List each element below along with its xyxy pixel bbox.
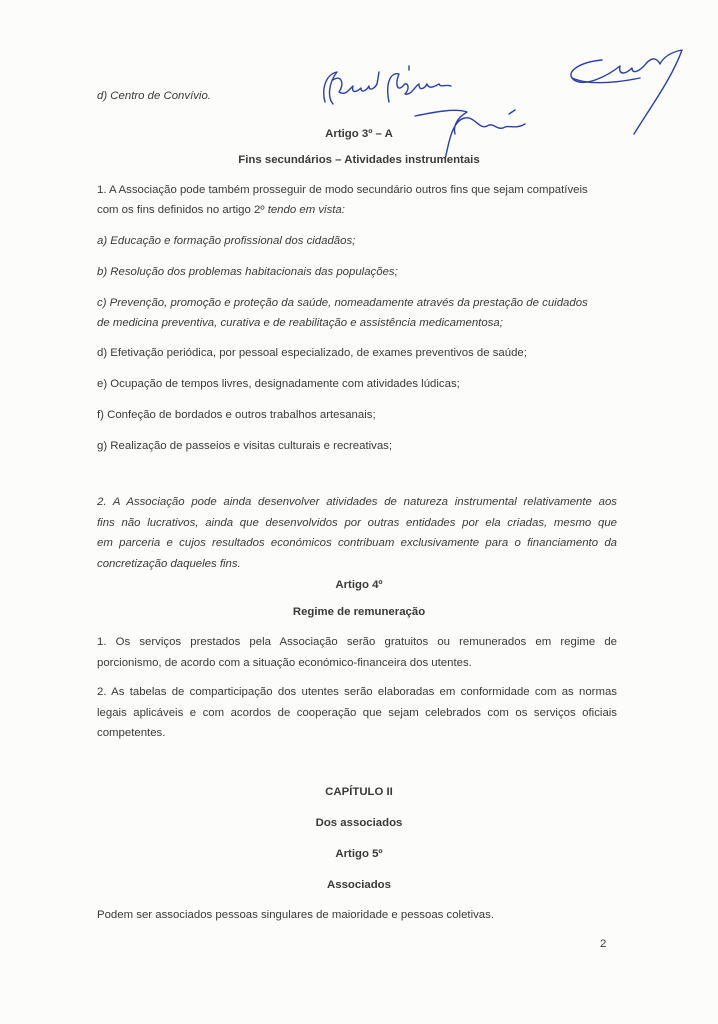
list-item-e: e) Ocupação de tempos livres, designadamente com atividades lúdicas; bbox=[97, 378, 460, 390]
para-line: legais aplicáveis e com acordos de cooperação que sejam celebrados com os serviços oficiais bbox=[97, 706, 617, 719]
para-line: porcionismo, de acordo com a situação económico-financeira dos utentes. bbox=[97, 656, 472, 669]
para-line: competentes. bbox=[97, 727, 166, 739]
artigo-3a-para1-line2 bbox=[97, 202, 345, 218]
artigo-3a-para2 bbox=[97, 492, 617, 574]
list-item-c-line1: c) Prevenção, promoção e proteção da saúde, nomeadamente através da prestação de cuidados bbox=[97, 297, 588, 309]
artigo-4-subheading: Regime de remuneração bbox=[292, 606, 426, 618]
artigo-4-para1 bbox=[97, 632, 617, 673]
capitulo-subheading: Dos associados bbox=[315, 817, 403, 829]
list-item-a: a) Educação e formação profissional dos cidadãos; bbox=[97, 235, 356, 247]
artigo-4-para2 bbox=[97, 682, 617, 744]
list-item-f: f) Confeção de bordados e outros trabalhos artesanais; bbox=[97, 409, 376, 421]
list-item-c-line2: de medicina preventiva, curativa e de reabilitação e assistência medicamentosa; bbox=[97, 317, 503, 329]
artigo-3a-subheading: Fins secundários – Atividades instrumentais bbox=[238, 154, 480, 166]
list-item-b: b) Resolução dos problemas habitacionais das populações; bbox=[97, 266, 398, 278]
artigo-3a-heading: Artigo 3º – A bbox=[325, 128, 393, 140]
para1-line2-normal: com os fins definidos no artigo 2º bbox=[97, 204, 268, 216]
artigo-5-heading: Artigo 5º bbox=[335, 848, 383, 860]
para-line: 2. As tabelas de comparticipação dos utentes serão elaboradas em conformidade com as normas bbox=[97, 686, 617, 698]
para2-line: concretização daqueles fins. bbox=[97, 557, 241, 570]
list-item-g: g) Realização de passeios e visitas culturais e recreativas; bbox=[97, 440, 393, 452]
para2-line: fins não lucrativos, ainda que desenvolvidos por outras entidades por ela criadas, mesmo que bbox=[97, 516, 617, 529]
para-line: 1. Os serviços prestados pela Associação serão gratuitos ou remunerados em regime de bbox=[97, 636, 617, 648]
page-number: 2 bbox=[600, 938, 607, 950]
capitulo-heading: CAPÍTULO II bbox=[325, 786, 393, 798]
signature-3 bbox=[560, 38, 700, 138]
para2-line: 2. A Associação pode ainda desenvolver atividades de natureza instrumental relativamente aos bbox=[97, 496, 617, 508]
para1-line2-italic: tendo em vista: bbox=[267, 204, 345, 216]
artigo-4-heading: Artigo 4º bbox=[335, 579, 383, 591]
list-item-d: d) Efetivação periódica, por pessoal especializado, de exames preventivos de saúde; bbox=[97, 347, 527, 359]
artigo-5-subheading: Associados bbox=[327, 879, 391, 891]
para2-line: em parceria e cujos resultados económicos contribuam exclusivamente para o financiamento da bbox=[97, 537, 617, 549]
artigo-5-para: Podem ser associados pessoas singulares de maioridade e pessoas coletivas. bbox=[97, 909, 494, 921]
list-item-centro-convivio: d) Centro de Convívio. bbox=[97, 90, 211, 102]
artigo-3a-para1-line1: 1. A Associação pode também prosseguir de modo secundário outros fins que sejam compatíveis bbox=[97, 184, 588, 196]
